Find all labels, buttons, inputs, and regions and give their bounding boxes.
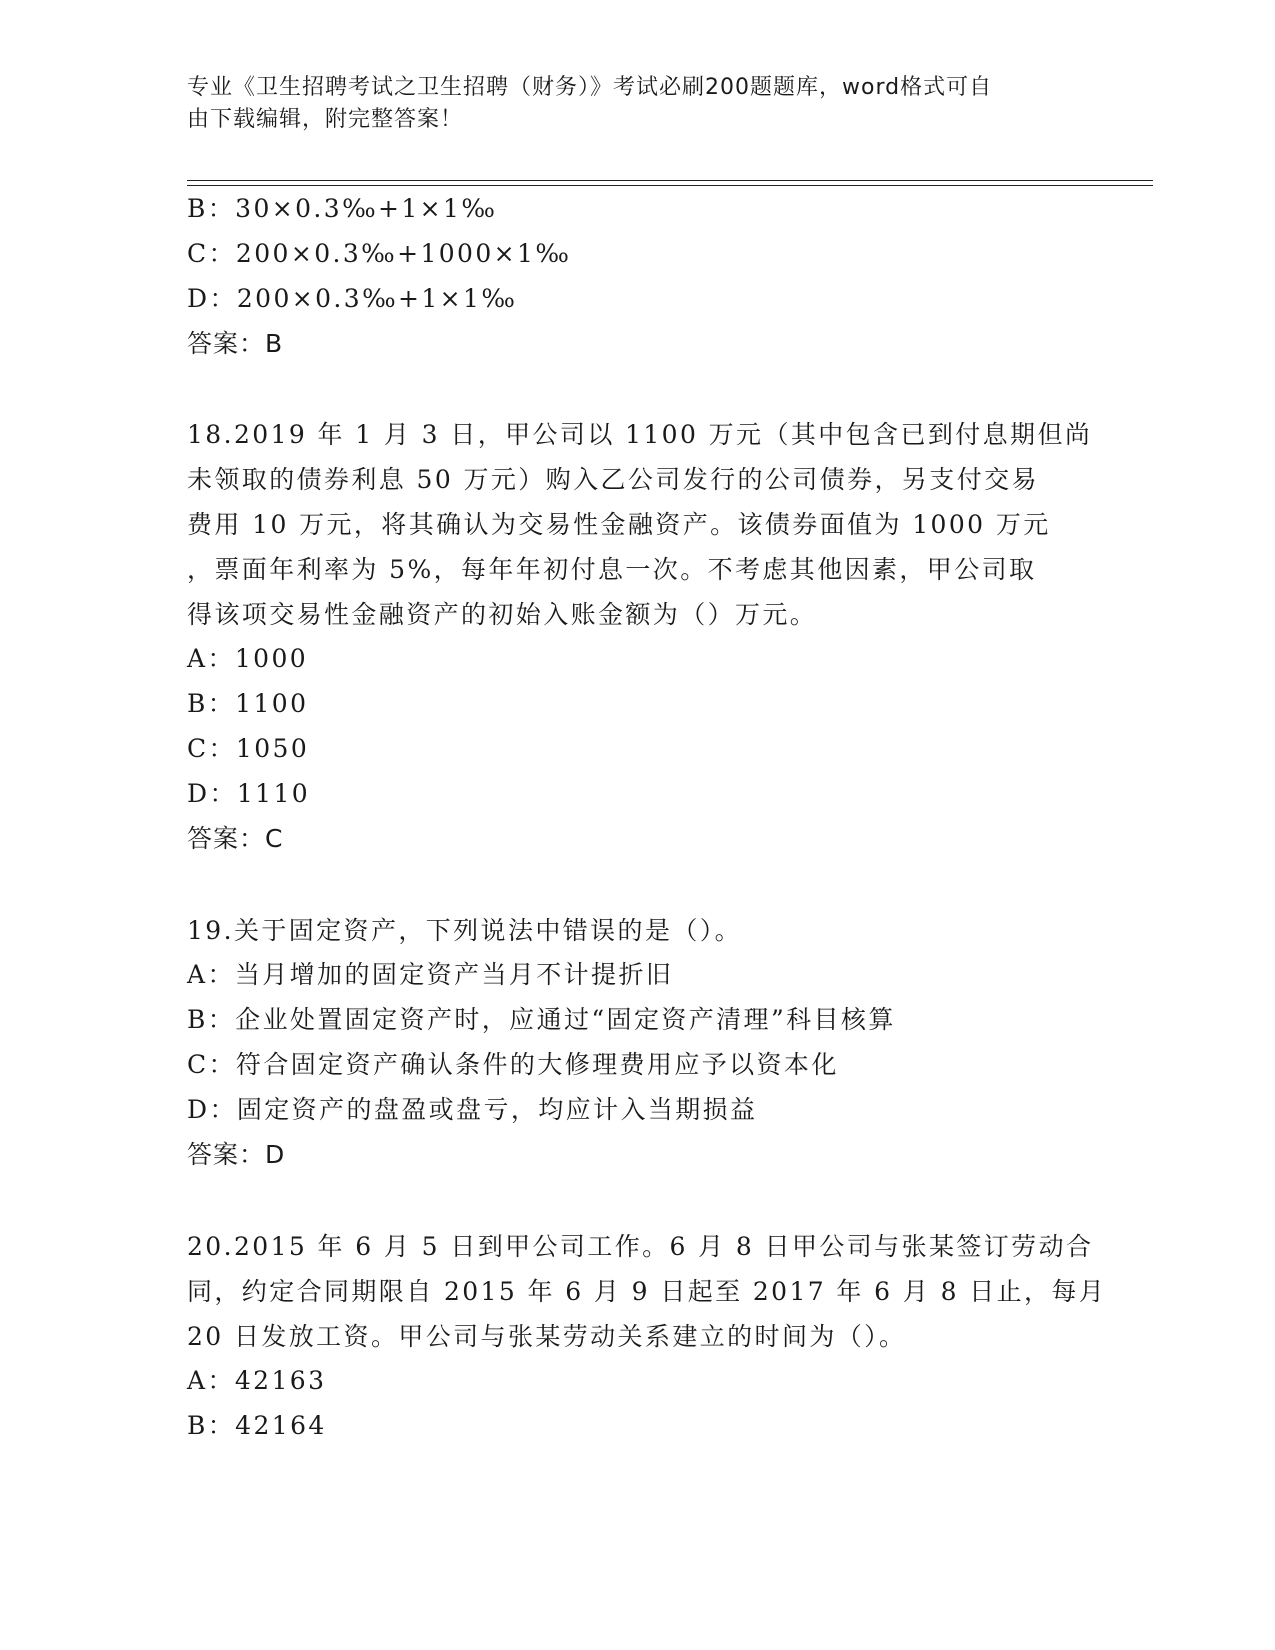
q18-stem-line: 未领取的债券利息 50 万元）购入乙公司发行的公司债券，另支付交易 [187,465,1039,494]
q18-option-b: B：1100 [187,689,309,718]
q18-option-c: C：1050 [187,734,310,763]
q17-answer: 答案：B [187,329,284,358]
q20-stem-line: 同，约定合同期限自 2015 年 6 月 9 日起至 2017 年 6 月 8 日止，每月 [187,1277,1107,1306]
q17-option-b: B：30×0.3‰+1×1‰ [187,194,498,223]
q19-option-c: C：符合固定资产确认条件的大修理费用应予以资本化 [187,1050,839,1079]
q19-option-a: A：当月增加的固定资产当月不计提折旧 [187,960,674,989]
q19-answer: 答案：D [187,1140,286,1169]
q20-option-b: B：42164 [187,1411,327,1440]
q20-stem [187,1224,1106,1359]
q17-option-d: D：200×0.3‰+1×1‰ [187,284,518,313]
header-divider-bottom [187,185,1153,186]
q19-stem-line: 19.关于固定资产，下列说法中错误的是（）。 [187,916,743,945]
q18-stem-line: 18.2019 年 1 月 3 日，甲公司以 1100 万元（其中包含已到付息期但尚 [187,420,1093,449]
q18-stem-line: ，票面年利率为 5%，每年年初付息一次。不考虑其他因素，甲公司取 [187,555,1037,584]
q19-option-d: D：固定资产的盘盈或盘亏，均应计入当期损益 [187,1095,758,1124]
q17-option-c: C：200×0.3‰+1000×1‰ [187,239,572,268]
q18-stem [187,412,1092,637]
document-header [187,72,1067,136]
q20-stem-line: 20.2015 年 6 月 5 日到甲公司工作。6 月 8 日甲公司与张某签订劳动合 [187,1232,1094,1261]
q18-stem-line: 费用 10 万元，将其确认为交易性金融资产。该债券面值为 1000 万元 [187,510,1051,539]
q19-stem [187,908,742,953]
q20-option-a: A：42163 [187,1366,327,1395]
header-divider-top [187,180,1153,181]
q18-stem-line: 得该项交易性金融资产的初始入账金额为（）万元。 [187,600,818,629]
q19-option-b: B：企业处置固定资产时，应通过“固定资产清理”科目核算 [187,1005,896,1034]
header-title-line-2: 由下载编辑，附完整答案！ [187,107,464,132]
header-title-line-1: 专业《卫生招聘考试之卫生招聘（财务）》考试必刷200题题库，word格式可自 [187,75,993,100]
q18-option-a: A：1000 [187,644,309,673]
q20-stem-line: 20 日发放工资。甲公司与张某劳动关系建立的时间为（）。 [187,1322,907,1351]
q18-answer: 答案：C [187,824,284,853]
q18-option-d: D：1110 [187,779,311,808]
